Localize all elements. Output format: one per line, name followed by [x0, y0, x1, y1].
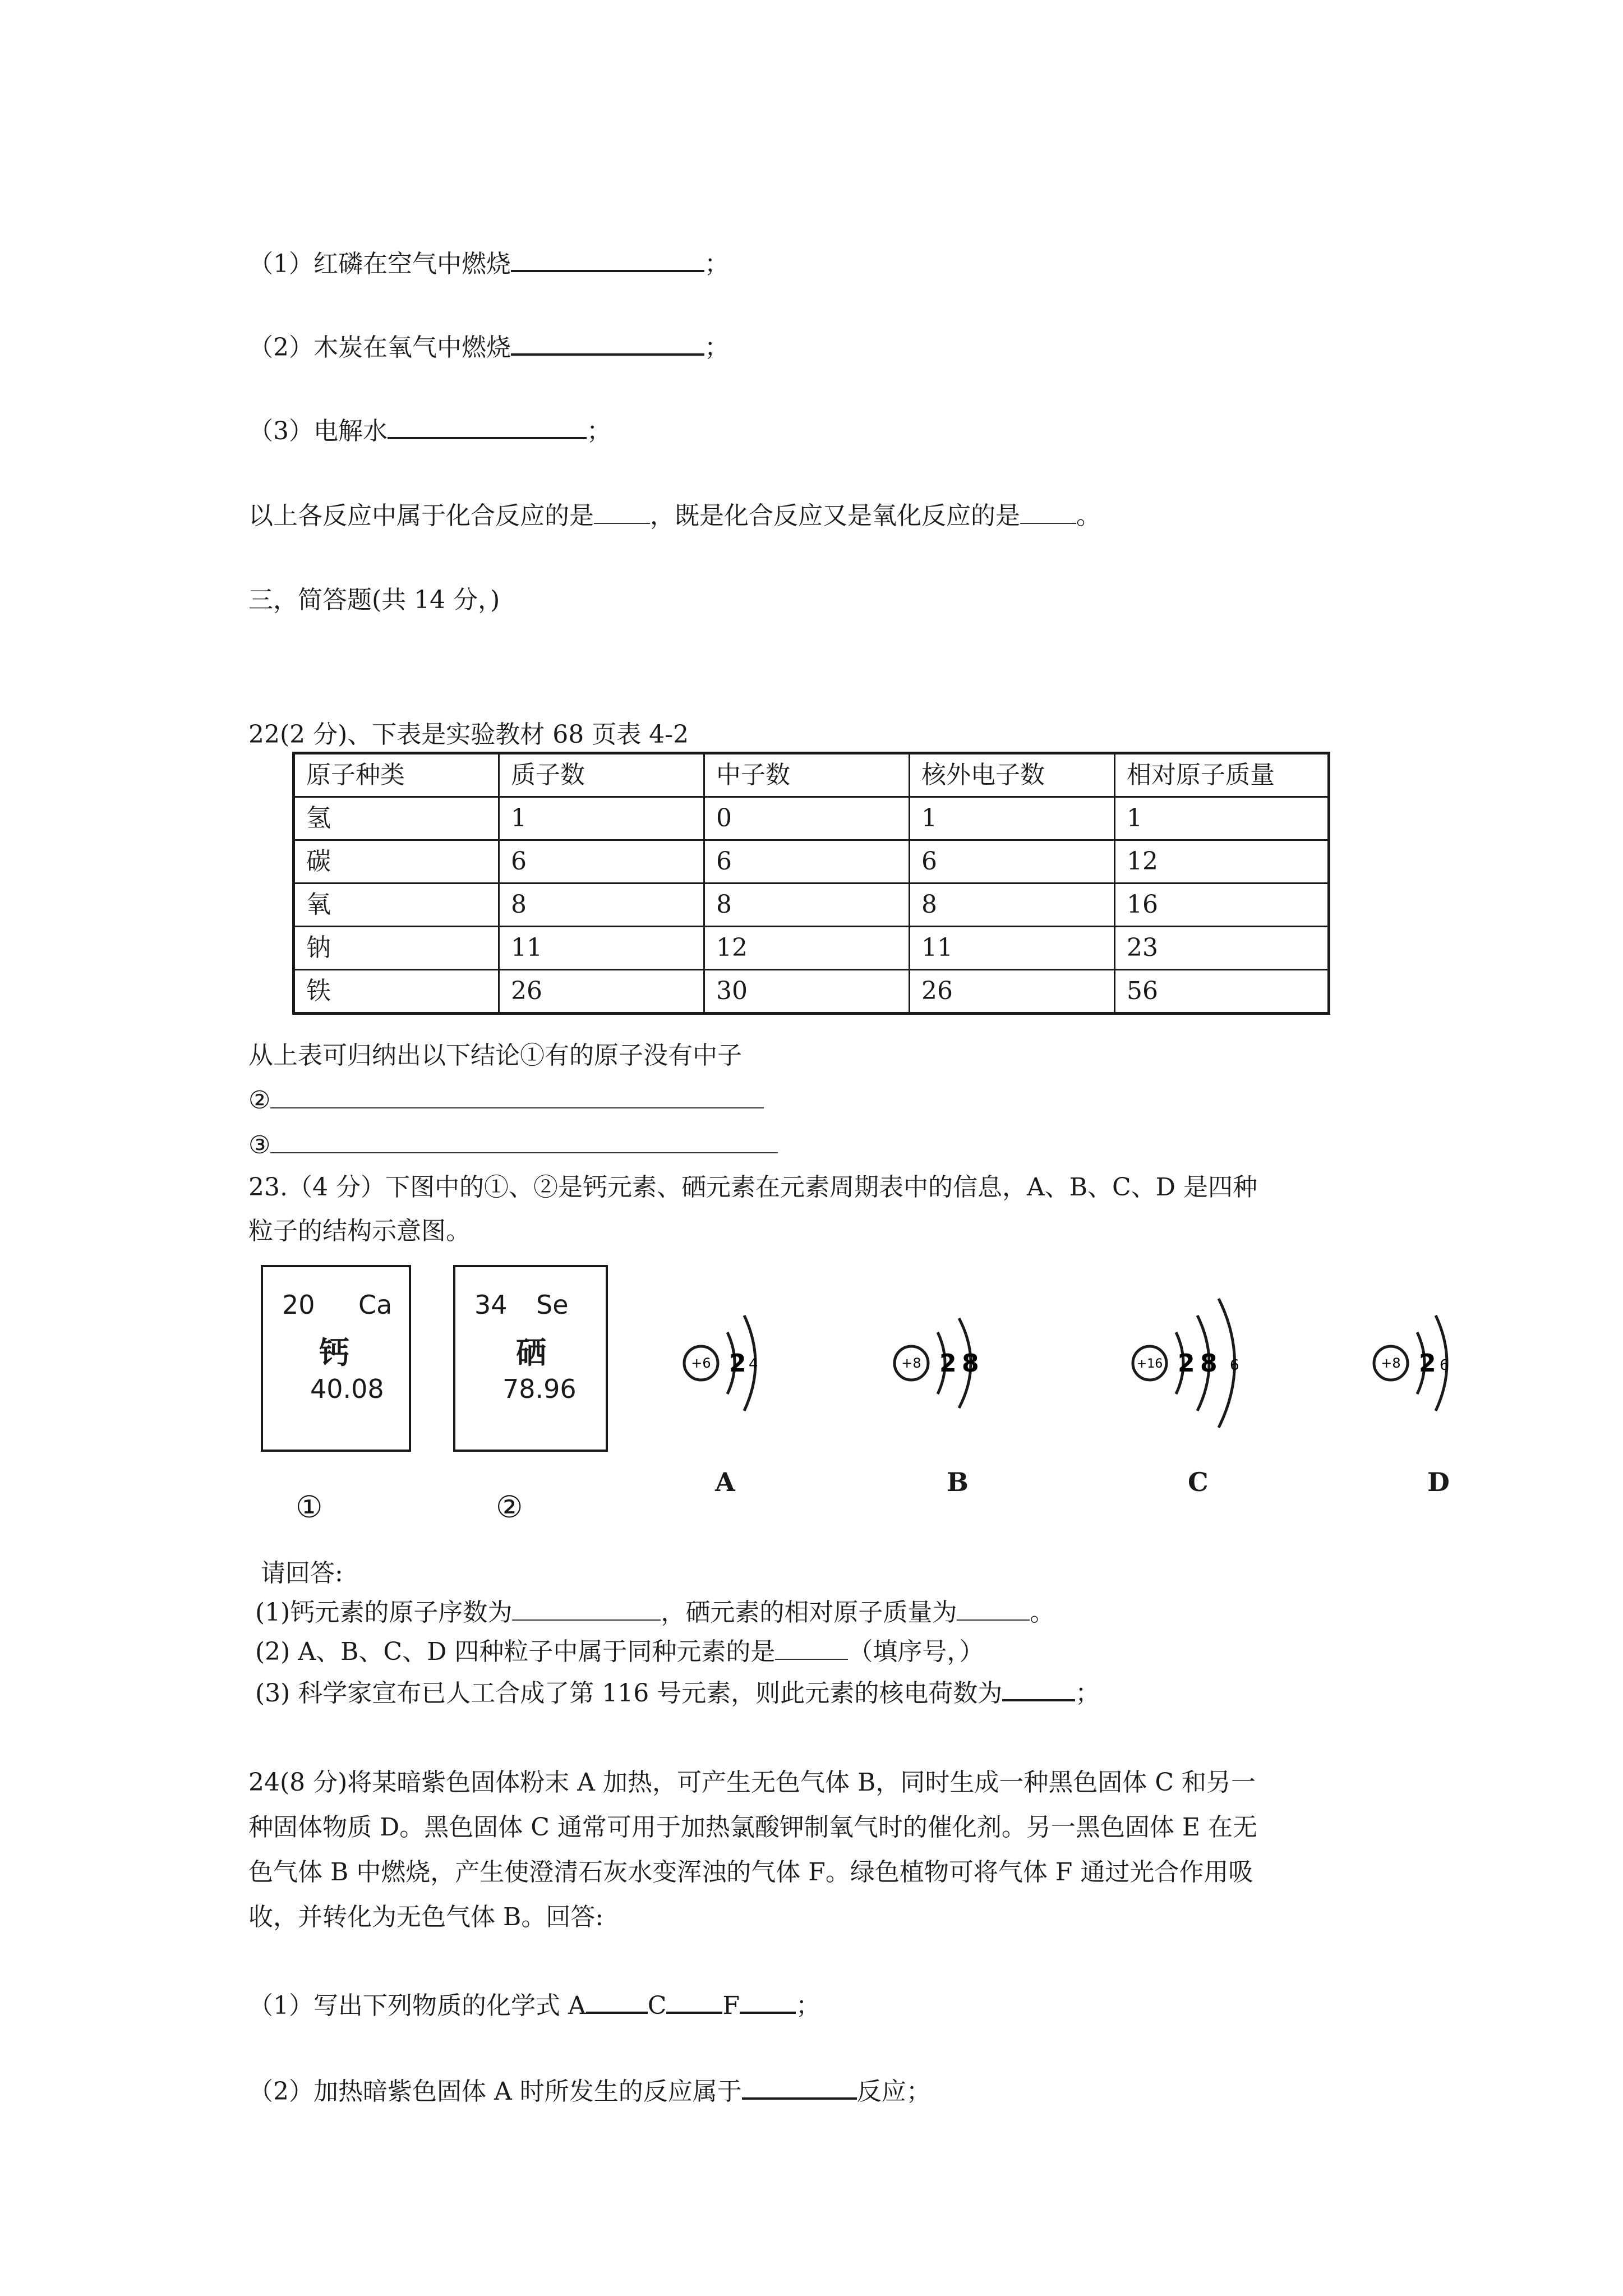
atomic-number: 34	[474, 1290, 508, 1320]
atom-diagram-c	[1124, 1285, 1287, 1430]
table-cell: 6	[910, 840, 1115, 884]
table-cell: 12	[1115, 840, 1329, 884]
q24-question-1: （1）写出下列物质的化学式 A C F ；	[248, 1987, 820, 2023]
atomic-mass: 78.96	[502, 1374, 577, 1404]
q23-intro-line-2: 粒子的结构示意图。	[248, 1217, 471, 1245]
table-header-row	[294, 753, 1329, 797]
atomic-number: 20	[282, 1290, 315, 1320]
answer-blank[interactable]	[270, 1130, 778, 1153]
answer-blank[interactable]	[270, 1085, 764, 1108]
shell-electrons: 2	[1419, 1349, 1436, 1378]
q24-question-2: （2）加热暗紫色固体 A 时所发生的反应属于 反应；	[248, 2073, 931, 2109]
table-cell: 26	[910, 970, 1115, 1014]
atom-data-table	[292, 752, 1330, 1015]
element-card-calcium	[261, 1265, 411, 1452]
q22-conclusion-2: ②	[248, 1084, 764, 1117]
table-cell: 12	[704, 927, 910, 970]
table-header-cell: 相对原子质量	[1115, 753, 1329, 797]
answer-blank[interactable]	[511, 329, 704, 356]
table-header-cell: 质子数	[499, 753, 704, 797]
table-row	[294, 884, 1329, 927]
particle-label-a: A	[715, 1467, 735, 1497]
atom-diagram-a	[676, 1296, 799, 1430]
shell-electrons: 6	[1230, 1357, 1239, 1374]
answer-blank[interactable]	[1002, 1674, 1075, 1701]
atomic-mass: 40.08	[310, 1374, 384, 1404]
table-cell: 氧	[294, 884, 499, 927]
table-cell: 6	[499, 840, 704, 884]
table-cell: 铁	[294, 970, 499, 1014]
table-cell: 23	[1115, 927, 1329, 970]
element-card-selenium	[453, 1265, 608, 1452]
shell-electrons: 4	[749, 1356, 758, 1373]
answer-blank[interactable]	[586, 1987, 648, 2014]
table-header-cell: 原子种类	[294, 753, 499, 797]
answer-blank[interactable]	[742, 2073, 857, 2100]
table-cell: 钠	[294, 927, 499, 970]
table-cell: 氢	[294, 797, 499, 840]
table-cell: 1	[910, 797, 1115, 840]
table-cell: 0	[704, 797, 910, 840]
q22-conclusion-3: ③	[248, 1129, 778, 1162]
q21-item-2: （2）木炭在氧气中燃烧 ；	[248, 329, 729, 365]
atom-diagram-b	[886, 1296, 1015, 1430]
table-row	[294, 797, 1329, 840]
table-row	[294, 970, 1329, 1014]
table-cell: 1	[1115, 797, 1329, 840]
q23-prompt: 请回答:	[261, 1559, 343, 1588]
atom-diagram-d	[1366, 1296, 1495, 1430]
shell-electrons: 2	[729, 1349, 746, 1378]
q23-question-1: (1)钙元素的原子序数为 ，硒元素的相对原子质量为 。	[255, 1598, 1055, 1627]
table-cell: 11	[499, 927, 704, 970]
q22-title: 22(2 分)、下表是实验教材 68 页表 4-2	[248, 720, 689, 749]
table-cell: 8	[499, 884, 704, 927]
element-name: 钙	[319, 1335, 349, 1370]
q24-text-line-4: 收，并转化为无色气体 B。回答:	[248, 1903, 604, 1931]
table-cell: 30	[704, 970, 910, 1014]
q23-question-3: (3) 科学家宣布已人工合成了第 116 号元素，则此元素的核电荷数为 ；	[255, 1674, 1100, 1710]
table-cell: 8	[910, 884, 1115, 927]
particle-label-c: C	[1188, 1467, 1209, 1497]
q21-item-1: （1）红磷在空气中燃烧 ；	[248, 245, 729, 281]
nucleus-charge: +6	[691, 1355, 711, 1371]
table-row	[294, 840, 1329, 884]
answer-blank[interactable]	[957, 1597, 1030, 1621]
table-header-cell: 中子数	[704, 753, 910, 797]
nucleus-charge: +16	[1136, 1357, 1163, 1371]
q24-text-line-1: 24(8 分)将某暗紫色固体粉末 A 加热，可产生无色气体 B，同时生成一种黑色固体 C 和另一	[248, 1768, 1256, 1797]
q23-question-2: (2) A、B、C、D 四种粒子中属于同种元素的是 （填序号，）	[255, 1637, 984, 1666]
answer-blank[interactable]	[512, 1597, 661, 1621]
shell-electrons: 8	[962, 1349, 979, 1378]
table-header-cell: 核外电子数	[910, 753, 1115, 797]
q21-summary: 以上各反应中属于化合反应的是 ，既是化合反应又是氧化反应的是 。	[248, 501, 1101, 530]
q24-text-line-3: 色气体 B 中燃烧，产生使澄清石灰水变浑浊的气体 F。绿色植物可将气体 F 通过光合作用吸	[248, 1858, 1253, 1887]
answer-blank[interactable]	[666, 1987, 722, 2014]
answer-blank[interactable]	[388, 412, 587, 439]
shell-electrons: 2	[939, 1349, 957, 1378]
answer-blank[interactable]	[511, 245, 704, 272]
q23-intro-line-1: 23.（4 分）下图中的①、②是钙元素、硒元素在元素周期表中的信息，A、B、C、D 是四种	[248, 1173, 1257, 1202]
shell-electrons: 8	[1200, 1349, 1218, 1378]
answer-blank[interactable]	[594, 500, 650, 524]
q22-conclusion: 从上表可归纳出以下结论①有的原子没有中子	[248, 1041, 742, 1070]
figure-label-1: ①	[296, 1489, 323, 1525]
figure-label-2: ②	[496, 1489, 523, 1525]
table-row	[294, 927, 1329, 970]
table-cell: 碳	[294, 840, 499, 884]
nucleus-charge: +8	[901, 1355, 921, 1371]
shell-electrons: 6	[1440, 1357, 1449, 1374]
table-cell: 8	[704, 884, 910, 927]
nucleus-charge: +8	[1381, 1355, 1401, 1371]
element-symbol: Ca	[358, 1290, 393, 1320]
answer-blank[interactable]	[775, 1636, 848, 1660]
table-cell: 1	[499, 797, 704, 840]
table-cell: 16	[1115, 884, 1329, 927]
answer-blank[interactable]	[740, 1987, 796, 2014]
answer-blank[interactable]	[1020, 500, 1076, 524]
table-cell: 6	[704, 840, 910, 884]
element-name: 硒	[516, 1335, 546, 1370]
q21-item-3: （3）电解水 ；	[248, 412, 611, 448]
particle-label-b: B	[947, 1467, 969, 1497]
q24-text-line-2: 种固体物质 D。黑色固体 C 通常可用于加热氯酸钾制氧气时的催化剂。另一黑色固体 E 在无	[248, 1813, 1257, 1842]
table-cell: 11	[910, 927, 1115, 970]
table-cell: 56	[1115, 970, 1329, 1014]
shell-electrons: 2	[1178, 1349, 1195, 1378]
section-title: 三，简答题(共 14 分，)	[248, 586, 500, 614]
element-symbol: Se	[536, 1290, 569, 1320]
particle-label-d: D	[1427, 1467, 1450, 1497]
table-cell: 26	[499, 970, 704, 1014]
